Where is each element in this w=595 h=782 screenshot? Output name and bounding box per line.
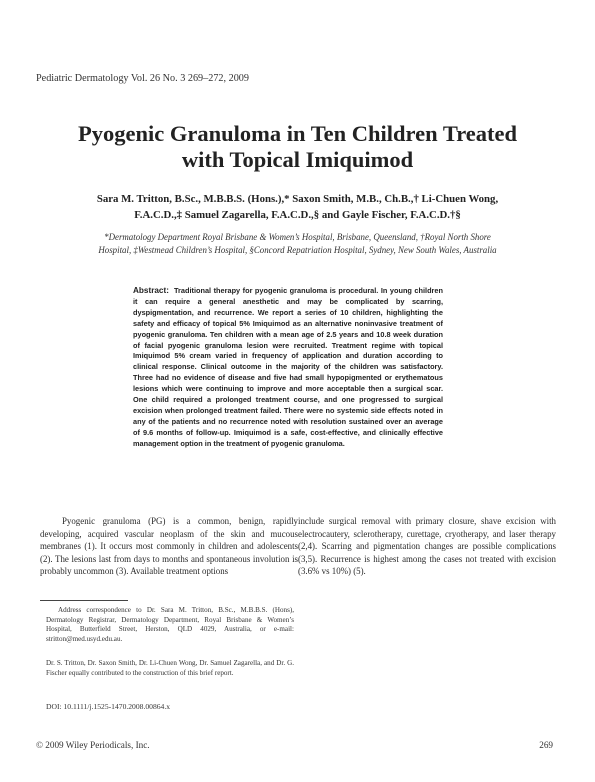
affiliation-line-2: Hospital, ‡Westmead Children’s Hospital, §Concord Repatriation Hospital, Sydney, New South Wales, Australia	[98, 244, 497, 255]
title-line-2: with Topical Imiquimod	[181, 147, 414, 172]
page-number: 269	[539, 740, 553, 750]
author-list	[40, 191, 555, 223]
body-column-right: include surgical removal with primary closure, shave excision with electrocautery, sclerotherapy, curettage, cryotherapy, and laser therapy (2,4). Scarring and pigmentation changes are possible complications (3,5). Recurrence is highest among the cases not treated with excision (3.6% vs 10%) (5).	[298, 516, 556, 577]
affiliations	[30, 231, 565, 256]
journal-citation: Pediatric Dermatology Vol. 26 No. 3 269–272, 2009	[36, 73, 249, 84]
abstract-label: Abstract:	[133, 286, 169, 295]
authors-line-1: Sara M. Tritton, B.Sc., M.B.B.S. (Hons.),* Saxon Smith, M.B., Ch.B.,† Li-Chuen Wong,	[96, 193, 499, 205]
abstract-block	[133, 286, 443, 450]
contribution-footnote: Dr. S. Tritton, Dr. Saxon Smith, Dr. Li-Chuen Wong, Dr. Samuel Zagarella, and Dr. G. Fischer equally contributed to the construction of this brief report.	[46, 659, 294, 677]
authors-line-2: F.A.C.D.,‡ Samuel Zagarella, F.A.C.D.,§ and Gayle Fischer, F.A.C.D.†§	[134, 209, 461, 221]
affiliation-line-1: *Dermatology Department Royal Brisbane & Women’s Hospital, Brisbane, Queensland, †Royal North Shore	[104, 232, 491, 242]
body-column-left: Pyogenic granuloma (PG) is a common, benign, rapidly developing, acquired vascular neoplasm of the skin and mucous membranes (1). It occurs most commonly in children and adolescents (2). The lesions last from days to months and spontaneous involution is probably uncommon (3). Available treatment options	[40, 516, 298, 577]
copyright-notice: © 2009 Wiley Periodicals, Inc.	[36, 740, 150, 750]
article-title	[40, 121, 555, 173]
correspondence-footnote: Address correspondence to Dr. Sara M. Tritton, B.Sc., M.B.B.S. (Hons), Dermatology Registrar, Dermatology Department, Royal Brisbane & Women’s Hospital, Butterfield Street, Herston, QLD 4029, Australia, or e-mail: stritton@med.usyd.edu.au.	[46, 606, 294, 643]
footnote-divider	[40, 600, 128, 601]
abstract-text: Traditional therapy for pyogenic granuloma is procedural. In young children it can require a general anesthetic and may be complicated by scarring, dyspigmentation, and recurrence. We report a series of 10 children, highlighting the safety and efficacy of topical 5% Imiquimod as an alternative noninvasive treatment of pyogenic granuloma. Ten children with a mean age of 2.5 years and 10.8 week duration of facial pyogenic granuloma lesion were recruited. Treatment regime with topical Imiquimod 5% cream varied in frequency of application and duration according to clinical response. Clinical outcome in the majority of the children was satisfactory. Three had no evidence of disease and five had small hypopigmented or erythematous lesions which were continuing to improve and more acceptable then a surgical scar. One child required a prolonged treatment course, and one progressed to surgical excision when prolonged treatment failed. There were no systemic side effects noted in any of the patients and no recurrence noted with resolution sustained over an average of 9.6 months of follow-up. Imiquimod is a safe, cost-effective, and clinically effective management option in the treatment of pyogenic granuloma.	[133, 286, 443, 448]
doi-link[interactable]: DOI: 10.1111/j.1525-1470.2008.00864.x	[46, 702, 171, 711]
title-line-1: Pyogenic Granuloma in Ten Children Treated	[77, 121, 517, 146]
